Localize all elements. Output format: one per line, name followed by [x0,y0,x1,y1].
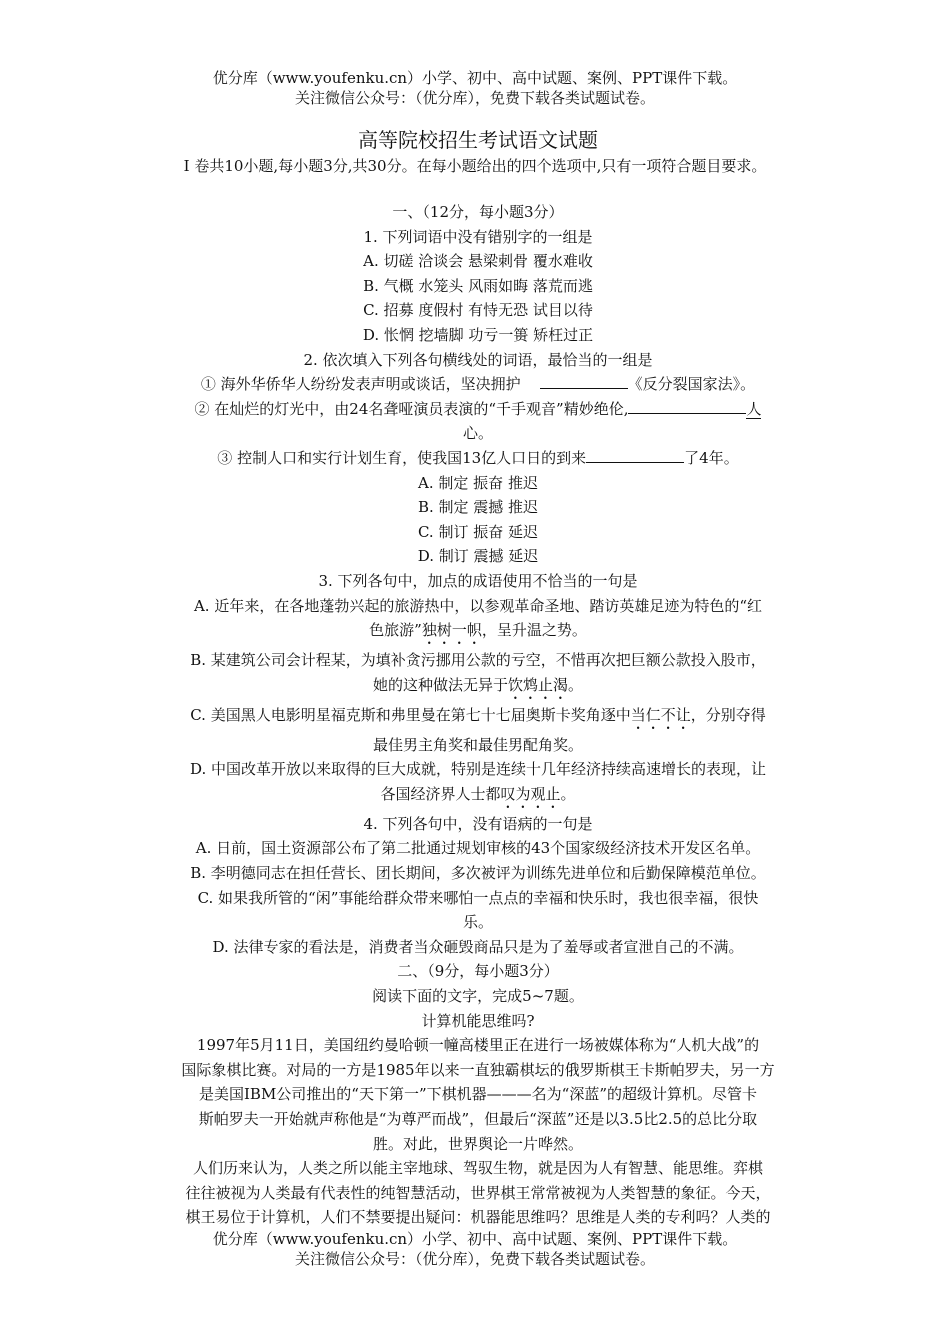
section2-heading: 二、（9分，每小题3分） [397,962,559,981]
q4-option-c: C. 如果我所管的“闲”事能给群众带来哪怕一点点的幸福和快乐时，我也很幸福，很快 [197,888,759,907]
section-intro: Ⅰ 卷共10小题,每小题3分,共30分。在每小题给出的四个选项中,只有一项符合题目要求。 [183,157,767,175]
q2-stem: 2. 依次填入下列各句横线处的词语，最恰当的一组是 [303,350,653,369]
q3-option-a-cont: 色旅游”独树一帜，呈升温之势。 [369,621,587,640]
article-paragraph-2-line: 往往被视为人类最有代表性的纯智慧活动，世界棋王常常被视为人类智慧的象征。今天， [185,1183,771,1202]
q1-option-b: B. 气概 水笼头 风雨如晦 落荒而逃 [363,276,593,295]
fill-blank [540,374,628,389]
q4-option-d: D. 法律专家的看法是，消费者当众砸毁商品只是为了羞辱或者宣泄自己的不满。 [212,937,744,956]
footer-line-1: 优分库（www.youfenku.cn）小学、初中、高中试题、案例、PPT课件下载。 [212,1230,738,1248]
article-title: 计算机能思维吗? [421,1011,535,1030]
emphasized-idiom: 当仁不让 [630,705,691,724]
article-paragraph-1-line: 是美国IBM公司推出的“天下第一”下棋机器———名为“深蓝”的超级计算机。尽管卡 [199,1085,757,1104]
q2-option-c: C. 制订 振奋 延迟 [417,522,538,541]
section2-instruction: 阅读下面的文字，完成5~7题。 [372,987,584,1006]
article-paragraph-1-line: 胜。对此，世界舆论一片哗然。 [372,1134,583,1153]
q2-sentence-2-cont: 心。 [462,424,493,443]
q2-option-b: B. 制定 震撼 推迟 [417,498,539,517]
q1-option-c: C. 招募 度假村 有恃无恐 试目以待 [363,301,593,320]
q1-option-a: A. 切磋 洽谈会 悬梁刺骨 覆水难收 [363,252,593,271]
exam-content [150,126,806,1230]
q2-sentence-1: ① 海外华侨华人纷纷发表声明或谈话，坚决拥护 《反分裂国家法》。 [200,375,756,394]
q4-option-b: B. 李明德同志在担任营长、团长期间，多次被评为训练先进单位和后勤保障模范单位。 [190,864,766,883]
q4-option-c-cont: 乐。 [462,913,493,932]
q2-option-d: D. 制订 震撼 延迟 [417,547,539,566]
footer-line-2: 关注微信公众号：（优分库），免费下载各类试题试卷。 [294,1250,655,1268]
article-paragraph-1-line: 斯帕罗夫一开始就声称他是“为尊严而战”，但最后“深蓝”还是以3.5比2.5的总比分取 [198,1110,758,1128]
section1-heading: 一、（12分，每小题3分） [392,203,564,221]
q3-option-c: C. 美国黑人电影明星福克斯和弗里曼在第七十七届奥斯卡奖角逐中当仁不让，分别夺得 [190,705,766,724]
q1-option-d: D. 怅惘 挖墙脚 功亏一篑 矫枉过正 [362,325,594,344]
q3-stem: 3. 下列各句中，加点的成语使用不恰当的一句是 [318,571,638,590]
q3-option-c-cont: 最佳男主角奖和最佳男配角奖。 [372,735,583,754]
article-paragraph-2-line: 人们历来认为，人类之所以能主宰地球、驾驭生物，就是因为人有智慧、能思维。弈棋 [192,1159,763,1178]
header-line-1: 优分库（www.youfenku.cn）小学、初中、高中试题、案例、PPT课件下载。 [212,69,738,87]
q3-option-b-cont: 她的这种做法无异于饮鸩止渴。 [372,675,584,694]
emphasized-idiom: 独树一帜 [421,621,482,640]
q3-option-d-cont: 各国经济界人士都叹为观止。 [380,784,576,803]
q2-option-a: A. 制定 振奋 推迟 [418,473,538,492]
article-paragraph-2-line: 棋王易位于计算机，人们不禁要提出疑问：机器能思维吗？思维是人类的专利吗？人类的 [185,1208,771,1227]
page-title: 高等院校招生考试语文试题 [358,128,598,152]
q2-sentence-2: ② 在灿烂的灯光中，由24名聋哑演员表演的“千手观音”精妙绝伦, 人 [194,399,762,418]
q3-option-b: B. 某建筑公司会计程某，为填补贪污挪用公款的亏空，不惜再次把巨额公款投入股市， [190,651,766,670]
emphasized-idiom: 饮鸩止渴 [507,675,568,694]
fill-blank [628,399,746,414]
q3-option-a: A. 近年来，在各地蓬勃兴起的旅游热中，以参观革命圣地、踏访英雄足迹为特色的“红 [193,596,763,615]
q4-stem: 4. 下列各句中，没有语病的一句是 [363,814,593,833]
q3-option-d: D. 中国改革开放以来取得的巨大成就，特别是连续十几年经济持续高速增长的表现，让 [189,760,767,779]
header-line-2: 关注微信公众号：（优分库），免费下载各类试题试卷。 [294,89,655,107]
q1-stem: 1. 下列词语中没有错别字的一组是 [363,227,593,246]
fill-blank [586,448,684,463]
article-paragraph-1-line: 1997年5月11日，美国纽约曼哈顿一幢高楼里正在进行一场被媒体称为“人机大战”的 [196,1036,760,1055]
page-footer [0,1229,950,1269]
emphasized-idiom: 叹为观止 [500,784,561,803]
q2-sentence-3: ③ 控制人口和实行计划生育，使我国13亿人口日的到来 了4年。 [217,448,739,467]
page-header [0,68,950,108]
article-paragraph-1-line: 国际象棋比赛。对局的一方是1985年以来一直独霸棋坛的俄罗斯棋王卡斯帕罗夫，另一方 [181,1060,775,1079]
q4-option-a: A. 日前，国土资源部公布了第二批通过规划审核的43个国家级经济技术开发区名单。 [195,839,761,858]
